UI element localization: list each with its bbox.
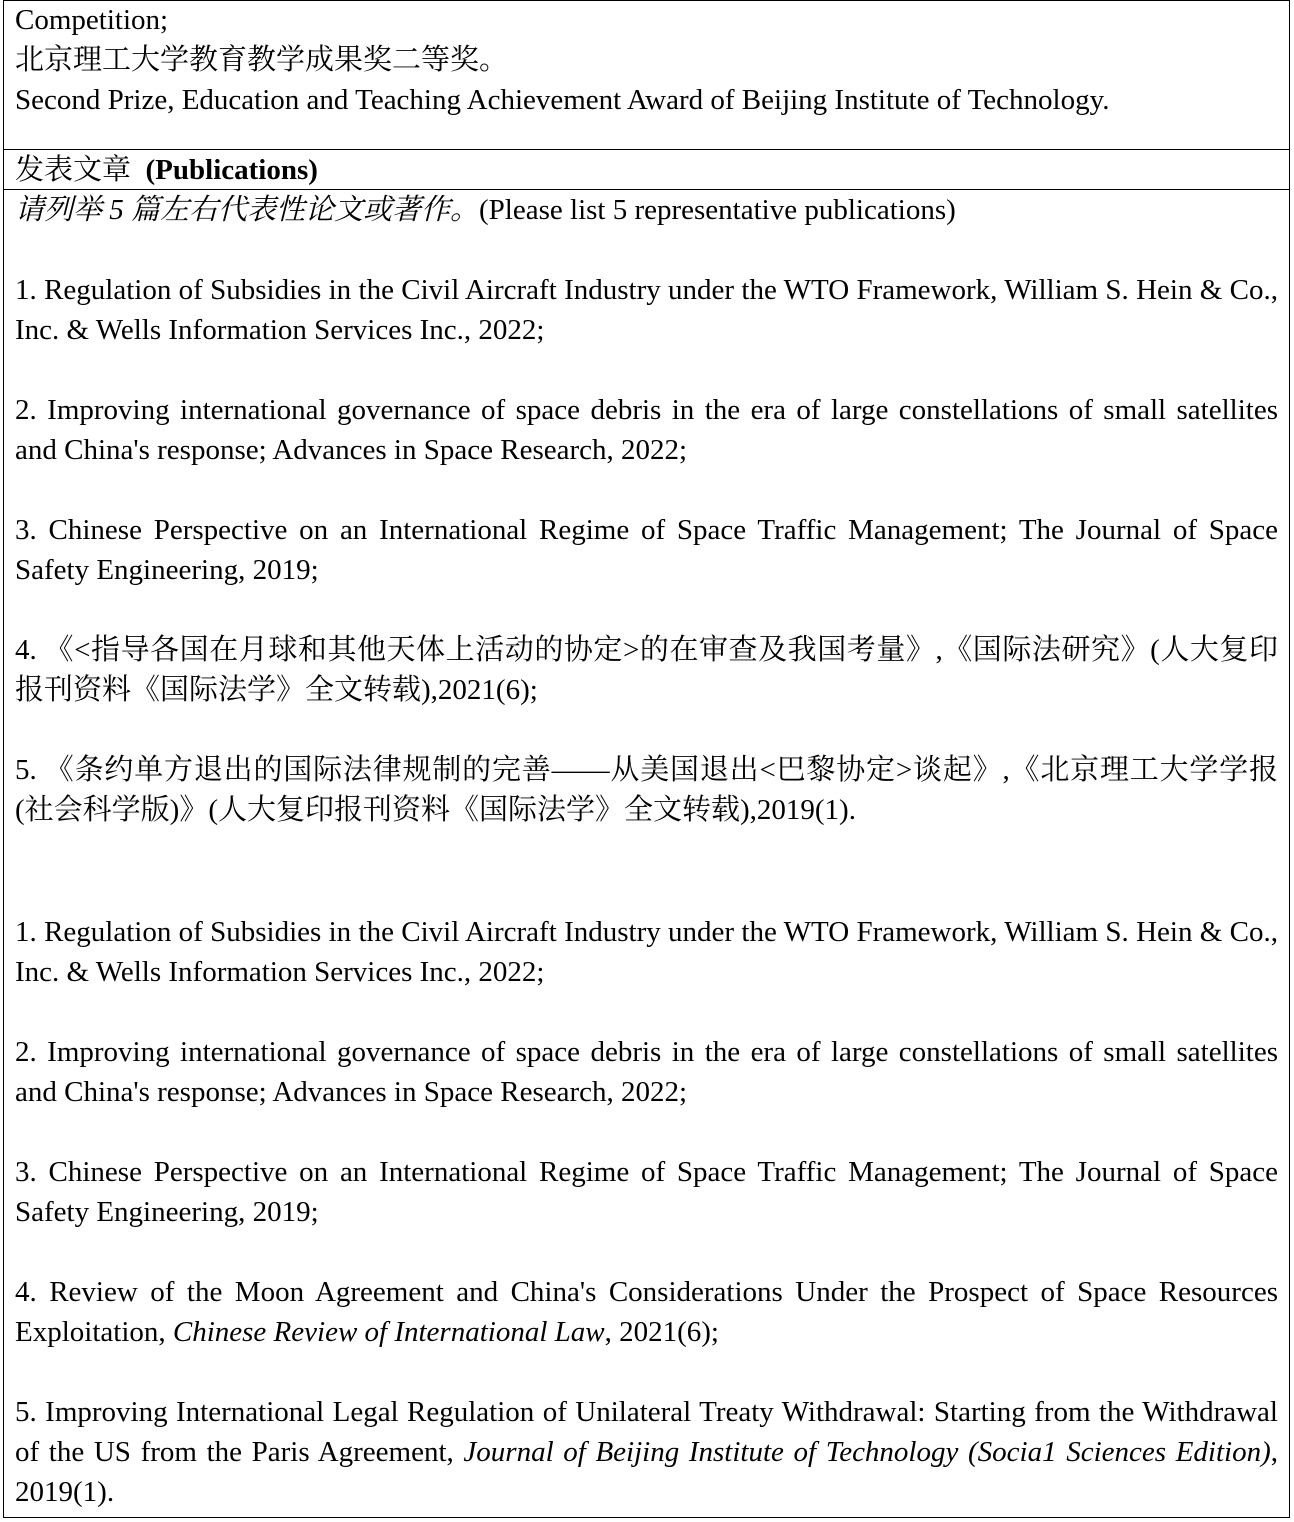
publications-heading-en: (Publications)	[145, 154, 318, 186]
publication-zh-5: 5. 《条约单方退出的国际法律规制的完善——从美国退出<巴黎协定>谈起》,《北京理工大学学报(社会科学版)》(人大复印报刊资料《国际法学》全文转载),2019(1).	[15, 754, 1278, 826]
instruction-zh: 请列举 5 篇左右代表性论文或著作。	[15, 194, 480, 226]
publication-en-5	[15, 1392, 1278, 1512]
publication-en-5-suffix: , 2019(1).	[15, 1436, 1278, 1508]
publication-en-5-journal: Journal of Beijing Institute of Technology (Socia1 Sciences Edition)	[463, 1436, 1271, 1468]
publication-en-5-title: 5. Improving International Legal Regulation of Unilateral Treaty Withdrawal: Starting from the Withdrawal of the US from the Paris Agreement,	[15, 1396, 1278, 1468]
publications-heading	[3, 150, 1290, 190]
publication-en-4	[15, 1272, 1278, 1352]
publication-en-1: 1. Regulation of Subsidies in the Civil Aircraft Industry under the WTO Framework, William S. Hein & Co., Inc. & Wells Information Services Inc., 2022;	[15, 916, 1278, 988]
publication-en-3: 3. Chinese Perspective on an International Regime of Space Traffic Management; The Journal of Space Safety Engineering, 2019;	[15, 1156, 1278, 1228]
publication-zh-2: 2. Improving international governance of space debris in the era of large constellations of small satellites and China's response; Advances in Space Research, 2022;	[15, 394, 1278, 466]
publication-zh-4: 4. 《<指导各国在月球和其他天体上活动的协定>的在审查及我国考量》,《国际法研究》(人大复印报刊资料《国际法学》全文转载),2021(6);	[15, 634, 1278, 706]
publication-en-2: 2. Improving international governance of space debris in the era of large constellations of small satellites and China's response; Advances in Space Research, 2022;	[15, 1036, 1278, 1108]
publication-en-4-suffix: , 2021(6);	[604, 1316, 719, 1348]
publications-body	[3, 190, 1290, 1518]
instruction-en: (Please list 5 representative publications)	[479, 194, 956, 226]
publication-en-4-title: 4. Review of the Moon Agreement and China's Considerations Under the Prospect of Space Resources Exploitation,	[15, 1276, 1278, 1348]
awards-line-1: Competition;	[15, 4, 169, 36]
awards-line-3: Second Prize, Education and Teaching Achievement Award of Beijing Institute of Technology.	[15, 84, 1110, 116]
publication-zh-3: 3. Chinese Perspective on an International Regime of Space Traffic Management; The Journal of Space Safety Engineering, 2019;	[15, 514, 1278, 586]
publication-zh-1: 1. Regulation of Subsidies in the Civil Aircraft Industry under the WTO Framework, William S. Hein & Co., Inc. & Wells Information Services Inc., 2022;	[15, 274, 1278, 346]
awards-line-2: 北京理工大学教育教学成果奖二等奖。	[15, 44, 509, 76]
publications-heading-zh: 发表文章	[15, 154, 132, 186]
publication-en-4-journal: Chinese Review of International Law	[172, 1316, 605, 1348]
awards-cell	[3, 0, 1290, 150]
